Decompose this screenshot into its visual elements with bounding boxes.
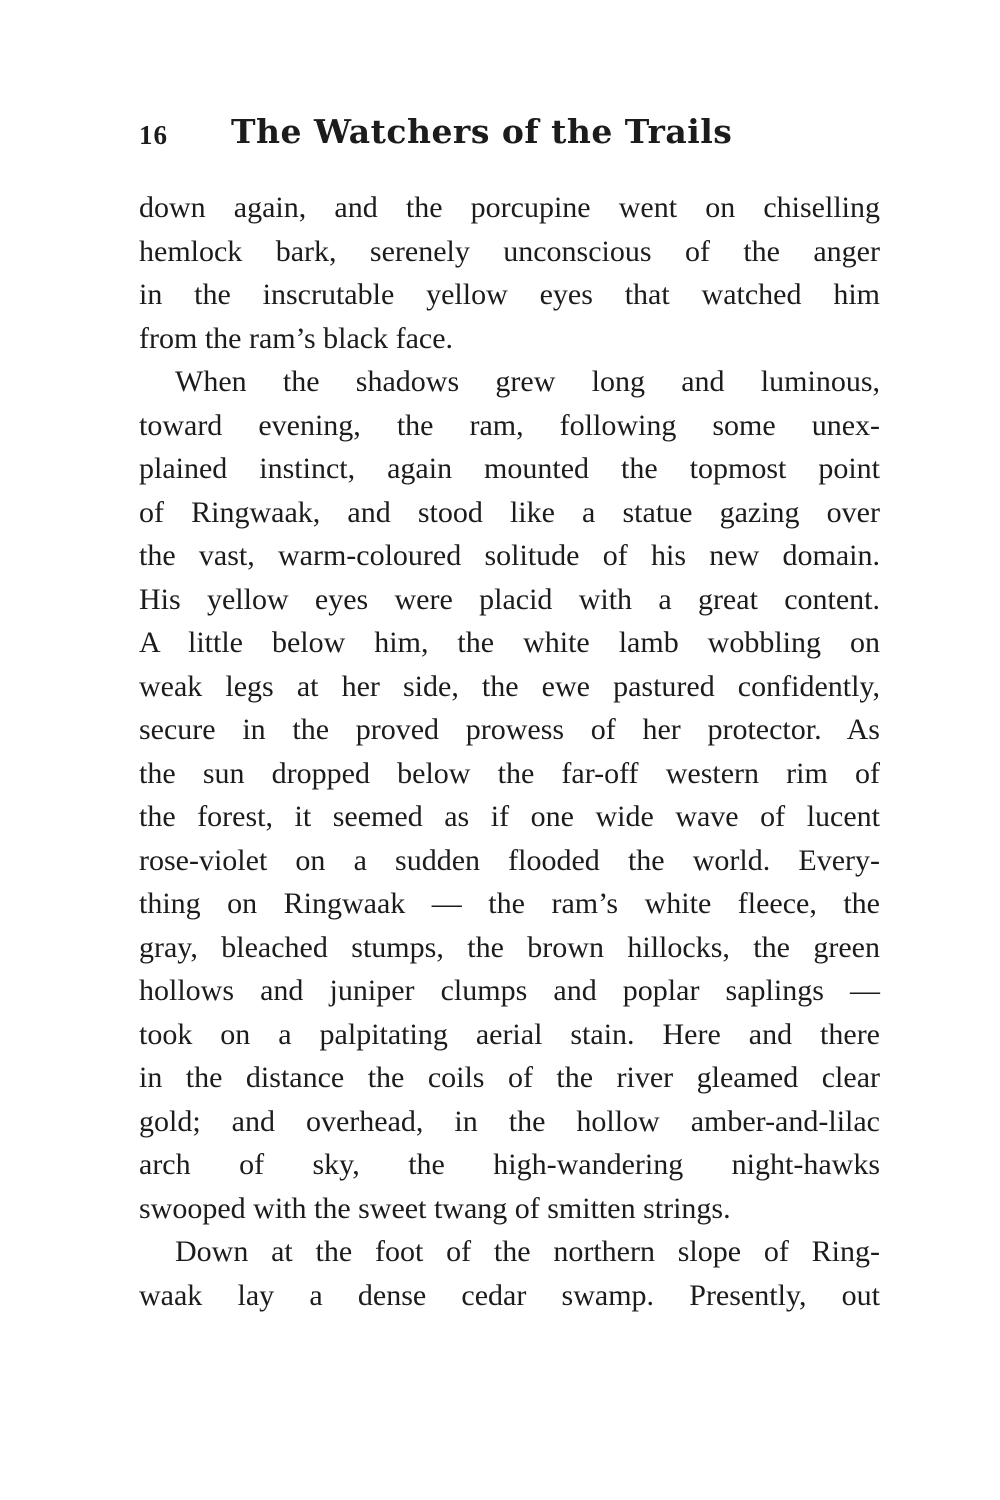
paragraph <box>139 186 880 360</box>
text-line: thing on Ringwaak — the ram’s white fleece, the <box>139 887 880 920</box>
text-line: the sun dropped below the far-off western rim of <box>139 756 880 790</box>
text-line: hollows and juniper clumps and poplar saplings — <box>139 974 880 1007</box>
text-line: the vast, warm-coloured solitude of his new domain. <box>139 539 880 572</box>
paragraph <box>139 1230 880 1317</box>
text-line: gold; and overhead, in the hollow amber-and-lilac <box>139 1104 880 1138</box>
text-line: toward evening, the ram, following some unex- <box>139 408 880 442</box>
body-text <box>139 186 880 1317</box>
text-line: from the ram’s black face. <box>139 321 454 355</box>
text-line: the forest, it seemed as if one wide wave of lucent <box>139 800 880 833</box>
text-line: in the distance the coils of the river gleamed clear <box>139 1061 880 1094</box>
text-line: in the inscrutable yellow eyes that watched him <box>139 278 880 311</box>
text-line: hemlock bark, serenely unconscious of the anger <box>139 234 880 268</box>
page-header <box>139 110 880 160</box>
running-title: The Watchers of the Trails <box>231 112 733 151</box>
text-line: A little below him, the white lamb wobbling on <box>139 626 880 659</box>
text-line: When the shadows grew long and luminous, <box>175 365 880 398</box>
text-line: rose-violet on a sudden flooded the world. Every- <box>139 843 880 877</box>
text-line: secure in the proved prowess of her protector. As <box>139 713 880 746</box>
text-line: swooped with the sweet twang of smitten strings. <box>139 1191 731 1225</box>
page-number: 16 <box>139 120 168 150</box>
text-line: down again, and the porcupine went on chiselling <box>139 191 880 224</box>
text-line: plained instinct, again mounted the topmost point <box>139 452 880 485</box>
text-line: took on a palpitating aerial stain. Here and there <box>139 1017 880 1051</box>
paragraph <box>139 360 880 1230</box>
text-line: gray, bleached stumps, the brown hillocks, the green <box>139 930 880 964</box>
text-line: waak lay a dense cedar swamp. Presently, out <box>139 1278 880 1312</box>
text-line: His yellow eyes were placid with a great content. <box>139 582 880 616</box>
text-line: Down at the foot of the northern slope of Ring- <box>175 1235 880 1268</box>
text-line: weak legs at her side, the ewe pastured confidently, <box>139 669 880 703</box>
text-line: arch of sky, the high-wandering night-hawks <box>139 1148 880 1181</box>
text-line: of Ringwaak, and stood like a statue gazing over <box>139 495 880 529</box>
